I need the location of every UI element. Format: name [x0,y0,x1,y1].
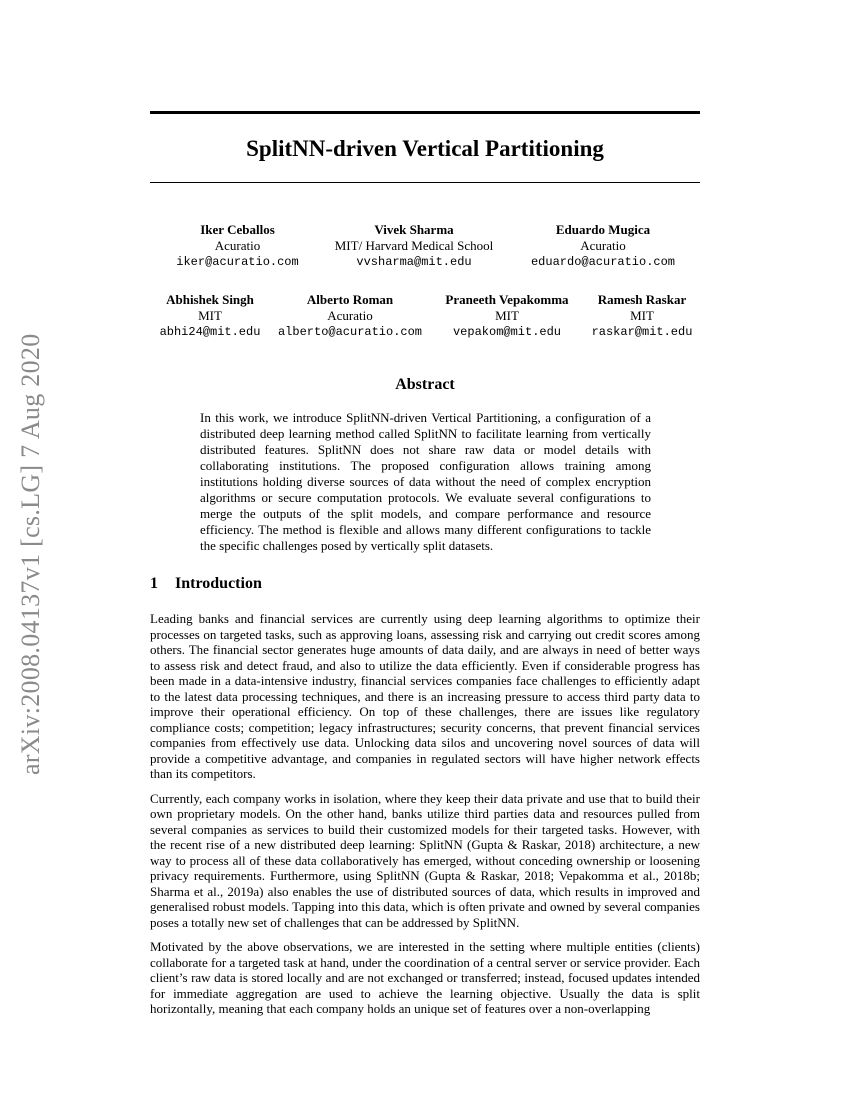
abstract-heading: Abstract [395,376,455,393]
section-number: 1 [150,575,158,592]
author-affiliation: MIT [630,308,654,323]
author-email[interactable]: raskar@mit.edu [591,325,693,339]
section-body [150,611,700,1026]
section-heading [150,575,262,593]
author-name: Vivek Sharma [374,222,454,237]
author-block [160,222,315,270]
author-name: Praneeth Vepakomma [445,292,569,307]
body-paragraph: Motivated by the above observations, we are interested in the setting where multiple entities (clients) collaborate for a targeted task at hand, under the coordination of a central server or service provider. Each client’s raw data is stored locally and are not exchanged or transferred; instead, focused updates intended for immediate aggregation are used to achieve the learning objective. Usually the data is split horizontally, meaning that each company holds an unique set of features over a non-overlapping [150,939,700,1016]
author-affiliation: MIT/ Harvard Medical School [334,238,494,253]
arxiv-identifier: arXiv:2008.04137v1 [cs.LG] 7 Aug 2020 [16,333,45,775]
author-affiliation: Acuratio [214,238,261,253]
author-affiliation: Acuratio [327,308,373,323]
paper-title: SplitNN-driven Vertical Partitioning [246,136,604,161]
abstract-text: In this work, we introduce SplitNN-driven Vertical Partitioning, a configuration of a distributed deep learning method called SplitNN to facilitate learning from vertically distributed features. SplitNN does not share raw data or model details with collaborating institutions. The proposed configuration allows training among institutions holding diverse sources of data without the need of complex encryption algorithms or secure computation protocols. We evaluate several configurations to merge the outputs of the split models, and compare performance and resource efficiency. The method is flexible and allows many different configurations to tackle the specific challenges posed by vertically split datasets. [200,410,651,553]
body-paragraph: Leading banks and financial services are currently using deep learning algorithms to optimize their processes on targeted tasks, such as approving loans, assessing risk and carrying out credit scores among others. The financial sector generates huge amounts of data daily, and are always in need of better ways to assess risk and detect fraud, and also to utilize the data efficiently. Even if considerable progress has been made in a data-intensive industry, financial services companies face challenges to efficiently adapt to the latest data processing techniques, and there is an increasing pressure to access third party data to improve their operational efficiency. On top of these challenges, there are issues like regulatory compliance costs; competition; legacy infrastructures; security concerns, that prevent financial services companies from effectively use data. Unlocking data silos and uncovering novel sources of data will provide a competitive advantage, and companies in regulated sectors will have higher network effects than its competitors. [150,611,700,781]
author-name: Ramesh Raskar [597,292,687,307]
author-email[interactable]: alberto@acuratio.com [277,325,423,339]
author-email[interactable]: abhi24@mit.edu [159,325,261,339]
section-title: Introduction [175,575,262,592]
author-email[interactable]: vepakom@mit.edu [452,325,562,339]
title-top-rule [150,111,700,114]
author-affiliation: MIT [198,308,222,323]
body-paragraph: Currently, each company works in isolation, where they keep their data private and use that to build their own proprietary models. On the other hand, banks utilize third parties data and resources pulled from several companies as services to build their customized models for their targeted tasks. However, with the recent rise of a new distributed deep learning: SplitNN (Gupta & Raskar, 2018) architecture, a new way to process all of these data collaboratively has emerged, without conceding ownership or loosening privacy requirements. Furthermore, using SplitNN (Gupta & Raskar, 2018; Vepakomma et al., 2018b; Sharma et al., 2019a) also enables the use of distributed sources of data, which results in improved and generalised robust models. Tapping into this data, which is often private and owned by several companies poses a totally new set of challenges that can be addressed by SplitNN. [150,790,700,930]
author-name: Iker Ceballos [200,222,275,237]
author-affiliation: Acuratio [580,238,626,253]
author-block [150,292,270,340]
author-email[interactable]: vvsharma@mit.edu [356,255,472,269]
author-block [272,292,428,340]
title-bottom-rule [150,182,700,183]
author-block [436,292,578,340]
author-block [318,222,510,270]
author-affiliation: MIT [495,308,519,323]
author-email[interactable]: eduardo@acuratio.com [530,255,676,269]
author-name: Alberto Roman [306,292,394,307]
author-name: Abhishek Singh [166,292,254,307]
author-name: Eduardo Mugica [555,222,651,237]
author-block [582,292,702,340]
author-email[interactable]: iker@acuratio.com [176,255,299,269]
author-block [518,222,688,270]
